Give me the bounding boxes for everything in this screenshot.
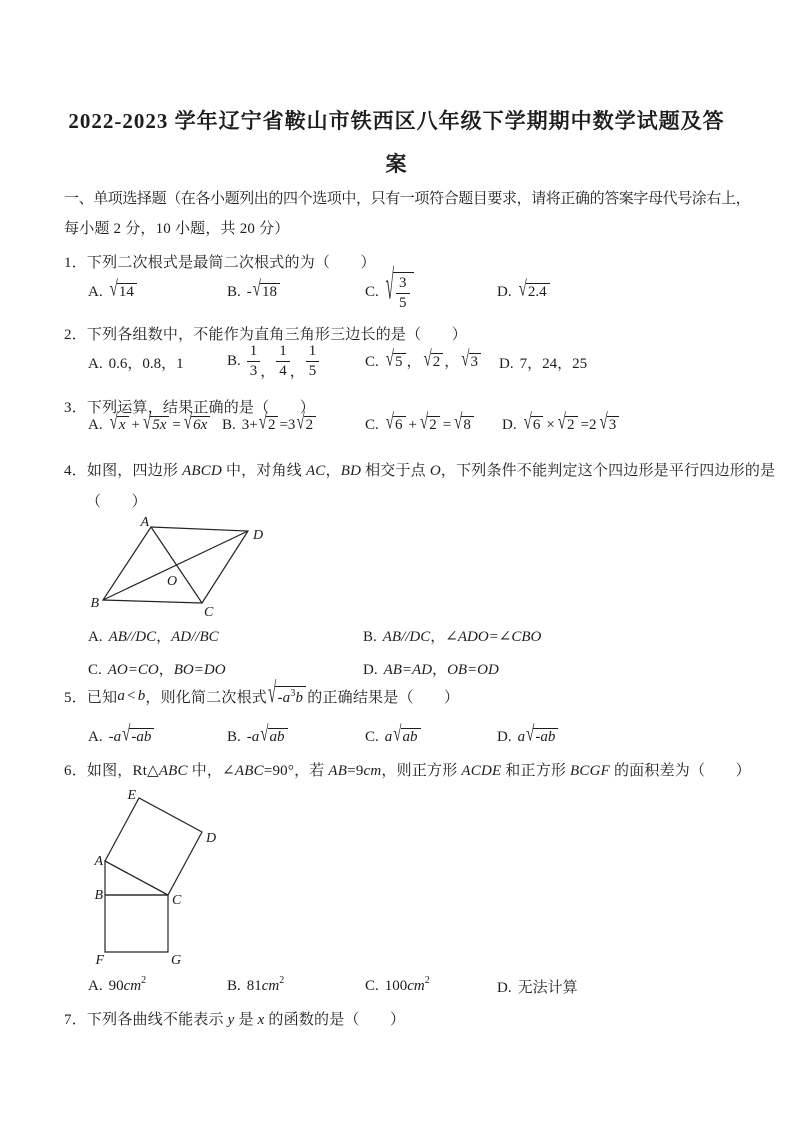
separator: ， — [289, 363, 305, 380]
option-label: D. — [497, 284, 512, 300]
q6-option-a — [88, 976, 146, 995]
radicand: 8 — [461, 416, 474, 434]
math-var: O — [429, 463, 441, 479]
vertex-label-A: A — [94, 854, 103, 869]
stem-text: 相交于点 — [361, 463, 430, 479]
sqrt-expression — [523, 411, 544, 435]
radicand: 3 — [607, 416, 620, 434]
option-label: C. — [88, 662, 102, 678]
option-label: B. — [227, 729, 241, 745]
vertex-label-E: E — [127, 788, 136, 803]
vertex-label-C: C — [204, 605, 214, 620]
math-expression: AB//DC — [108, 629, 157, 645]
math-var: AC — [305, 463, 326, 479]
stem-text: ，则正方形 — [381, 763, 462, 779]
stem-text: 7．下列各曲线不能表示 — [64, 1012, 228, 1028]
term: 3+ — [241, 417, 258, 433]
sqrt-expression — [557, 411, 578, 435]
sqrt-expression — [518, 278, 550, 302]
vertex-label-B: B — [90, 596, 99, 611]
stem-text: ，下列条件不能判定这个四边形是平行四边形的是 — [440, 463, 776, 479]
math-var: b — [137, 688, 146, 704]
coefficient: a — [384, 729, 393, 745]
equals-sign: = — [442, 417, 452, 433]
math-unit: cm — [363, 763, 382, 779]
sqrt-expression — [258, 411, 279, 435]
section1-heading-line2: 每小题 2 分，10 小题，共 20 分） — [64, 221, 290, 237]
stem-text: 5．已知 — [64, 690, 118, 706]
q6-option-d — [497, 976, 578, 997]
radical-sign: √ — [142, 411, 152, 435]
option-label: B. — [227, 978, 241, 994]
stem-text: 6．如图，Rt△ — [64, 763, 159, 779]
vertex-label-D: D — [206, 831, 217, 846]
radical-sign: √ — [423, 348, 432, 372]
radical-sign: √ — [518, 278, 527, 302]
q5-option-d — [497, 723, 559, 747]
option-label: C. — [365, 978, 379, 994]
separator: ， — [158, 662, 174, 678]
doc-title-line1: 2022-2023 学年辽宁省鞍山市铁西区八年级下学期期中数学试题及答 — [68, 109, 725, 133]
radical-sign: √ — [385, 411, 394, 435]
vertex-label-A: A — [140, 515, 149, 530]
fraction-denominator: 5 — [308, 362, 317, 379]
separator: ， — [432, 662, 448, 678]
option-label: C. — [365, 417, 379, 433]
fraction — [247, 342, 261, 381]
option-label: A. — [88, 284, 103, 300]
fraction-numerator: 1 — [306, 342, 320, 362]
stem-text: 的函数的是（ ） — [264, 1012, 406, 1028]
math-expression: AB//DC — [382, 629, 431, 645]
square-BCGF — [105, 895, 168, 952]
sqrt-expression — [252, 278, 280, 302]
radicand: 2 — [427, 416, 440, 434]
sqrt-expression — [385, 411, 406, 435]
square-ACDE — [105, 798, 202, 895]
radicand: 6x — [191, 416, 210, 434]
sqrt-expression — [260, 723, 287, 747]
option-label: C. — [365, 283, 379, 300]
radical-sign: √ — [526, 723, 535, 747]
q6-option-c — [365, 976, 430, 995]
q4-option-d — [363, 658, 499, 679]
option-text: 0.6，0.8，1 — [108, 356, 184, 372]
fraction — [276, 342, 290, 381]
radicand: -ab — [129, 728, 154, 746]
math-var: ACDE — [461, 763, 502, 779]
math-expression: ∠ADO=∠CBO — [445, 629, 542, 645]
value: 81 — [246, 978, 262, 994]
sqrt-expression — [423, 348, 444, 372]
radicand — [275, 686, 306, 707]
fraction-numerator: 1 — [247, 342, 261, 362]
stem-text: ，则化简二次根式 — [145, 690, 267, 706]
stem-text: =9 — [347, 763, 364, 779]
q2-stem: 2．下列各组数中，不能作为直角三角形三边长的是（ ） — [64, 327, 467, 343]
radical-sign: √ — [599, 411, 608, 435]
q2-option-a — [88, 352, 184, 373]
stem-text: 和正方形 — [501, 763, 571, 779]
radicand: 6 — [393, 416, 406, 434]
q3-option-d — [502, 411, 620, 435]
math-var: BD — [340, 463, 362, 479]
q2-option-c — [365, 350, 482, 371]
radicand: 2.4 — [526, 283, 550, 301]
option-label: A. — [88, 356, 103, 372]
option-label: A. — [88, 729, 103, 745]
sqrt-expression — [393, 723, 420, 747]
radical-sign: √ — [109, 278, 118, 302]
q3-option-c — [365, 411, 475, 435]
option-label: D. — [502, 417, 517, 433]
sqrt-expression — [109, 411, 129, 435]
option-label: C. — [365, 729, 379, 745]
q2-option-b — [227, 342, 319, 381]
q2-option-d — [499, 352, 587, 373]
math-expression: BO=DO — [173, 662, 226, 678]
stem-text: 的面积差为（ ） — [610, 763, 751, 779]
math-var: ABC — [158, 763, 188, 779]
radical-sign: √ — [557, 411, 567, 435]
sqrt-expression — [461, 348, 481, 372]
radicand: 2 — [431, 353, 444, 371]
sqrt-expression — [385, 348, 406, 372]
stem-text: =90°，若 — [263, 763, 329, 779]
coefficient: -a — [108, 729, 122, 745]
exponent: 2 — [424, 975, 430, 986]
vertex-label-C: C — [172, 893, 182, 908]
stem-text: 中，对角线 — [222, 463, 306, 479]
radicand: 2 — [565, 416, 578, 434]
sqrt-expression — [109, 278, 137, 302]
radicand: -ab — [533, 728, 558, 746]
radicand: 6 — [531, 416, 544, 434]
measurement — [109, 976, 147, 995]
plus-operator: + — [408, 417, 417, 433]
radical-sign: √ — [252, 278, 261, 302]
math-var: -a — [277, 690, 291, 706]
measurement — [385, 976, 430, 995]
stem-text: 的正确结果是（ ） — [307, 690, 460, 706]
option-label: B. — [222, 417, 236, 433]
radicand: x — [117, 416, 129, 434]
math-var: ABCD — [182, 463, 223, 479]
radicand — [393, 272, 414, 313]
q3-option-a — [88, 411, 211, 435]
times-operator: × — [546, 417, 555, 433]
fraction-denominator: 5 — [399, 294, 407, 311]
q6-option-b — [227, 976, 284, 995]
stem-text: 4．如图，四边形 — [64, 463, 183, 479]
q7-stem — [64, 1008, 405, 1029]
sqrt-expression — [599, 411, 620, 435]
math-var: ABC — [234, 763, 264, 779]
radical-sign: √ — [109, 411, 118, 435]
q5-stem — [64, 678, 460, 710]
radicand: 2 — [304, 416, 317, 434]
option-label: D. — [497, 980, 512, 996]
q4-stem-line2: （ ） — [86, 494, 147, 510]
radical-sign: √ — [454, 411, 463, 435]
radicand: 14 — [117, 283, 137, 301]
vertex-label-B: B — [94, 888, 103, 903]
vertex-label-D: D — [253, 528, 264, 543]
q6-stem — [64, 759, 751, 780]
sqrt-expression — [183, 411, 210, 435]
separator: ， — [444, 354, 460, 370]
radical-sign: √ — [296, 411, 305, 435]
option-label: A. — [88, 629, 103, 645]
q5-option-a — [88, 723, 155, 747]
section1-heading-line1: 一、单项选择题（在各小题列出的四个选项中，只有一项符合题目要求，请将正确的答案字母代号涂右上， — [64, 191, 751, 207]
q1-stem: 1．下列二次根式是最简二次根式的为（ ） — [64, 255, 376, 271]
radical-sign: √ — [268, 678, 277, 710]
q6-figure — [93, 786, 223, 971]
sqrt-expression — [122, 723, 154, 747]
stem-text: 是 — [234, 1012, 258, 1028]
stem-text: ， — [325, 463, 341, 479]
math-expression: AB=AD — [383, 662, 433, 678]
q4-stem-line1 — [64, 459, 775, 480]
doc-title-line2: 案 — [385, 152, 408, 176]
math-var: AB — [328, 763, 348, 779]
sqrt-expression — [419, 411, 440, 435]
sqrt-expression — [385, 265, 414, 313]
q5-option-c — [365, 723, 422, 747]
radical-sign: √ — [393, 723, 402, 747]
radical-sign: √ — [260, 723, 269, 747]
separator: ， — [260, 363, 276, 380]
plus-operator: + — [131, 417, 140, 433]
fraction-denominator: 3 — [249, 362, 258, 379]
equals-sign: =2 — [580, 417, 597, 433]
value: 100 — [384, 978, 408, 994]
coefficient: a — [517, 729, 526, 745]
sqrt-expression — [142, 411, 169, 435]
math-var: a — [117, 688, 126, 704]
radicand: 5x — [150, 416, 169, 434]
option-label: A. — [88, 417, 103, 433]
q5-option-b — [227, 723, 289, 747]
option-label: B. — [227, 352, 241, 369]
option-label: D. — [497, 729, 512, 745]
fraction-denominator: 4 — [279, 362, 287, 379]
q1-option-d — [497, 278, 551, 302]
separator: ， — [406, 354, 422, 370]
radical-sign: √ — [122, 723, 131, 747]
q4-figure — [85, 514, 270, 626]
unit: cm — [123, 978, 142, 994]
fraction-numerator: 1 — [276, 342, 290, 362]
fraction — [396, 274, 410, 313]
math-expression: OB=OD — [447, 662, 499, 678]
fraction — [306, 342, 320, 381]
q3-stem: 3．下列运算，结果正确的是（ ） — [64, 400, 315, 416]
radical-sign: √ — [258, 411, 267, 435]
stem-text: 中，∠ — [187, 763, 235, 779]
option-label: C. — [365, 354, 379, 370]
q1-option-a — [88, 278, 138, 302]
radicand: 3 — [469, 353, 482, 371]
unit: cm — [407, 978, 425, 994]
equals-sign: = — [172, 417, 181, 433]
coefficient: -a — [246, 729, 260, 745]
unit: cm — [261, 978, 280, 994]
radicand: 2 — [266, 416, 279, 434]
q3-option-b — [222, 411, 317, 435]
radical-sign: √ — [461, 348, 470, 372]
radicand: ab — [268, 728, 288, 746]
q4-option-b — [363, 625, 541, 646]
less-than-sign: < — [127, 688, 136, 704]
radical-sign: √ — [523, 411, 532, 435]
sqrt-expression — [526, 723, 558, 747]
exponent: 2 — [279, 975, 285, 986]
exponent: 2 — [141, 975, 147, 986]
fraction-numerator: 3 — [396, 274, 410, 294]
math-var: y — [227, 1012, 235, 1028]
q1-option-b — [227, 278, 281, 302]
option-text: 7，24，25 — [519, 356, 588, 372]
minus-sign: - — [246, 284, 252, 300]
point-label-O: O — [167, 574, 178, 589]
separator: ， — [430, 629, 446, 645]
sqrt-expression — [454, 411, 474, 435]
radical-sign: √ — [385, 348, 394, 372]
radicand: 18 — [260, 283, 280, 301]
vertex-label-G: G — [171, 953, 182, 968]
option-label: B. — [227, 284, 241, 300]
math-var: x — [257, 1012, 265, 1028]
math-var: b — [295, 690, 304, 706]
q4-option-a — [88, 625, 219, 646]
radicand: 5 — [393, 353, 406, 371]
math-var: BCGF — [570, 763, 611, 779]
option-label: D. — [363, 662, 378, 678]
radical-sign: √ — [183, 411, 193, 435]
separator: ， — [156, 629, 172, 645]
option-label: D. — [499, 356, 514, 372]
option-label: B. — [363, 629, 377, 645]
term: =3 — [279, 417, 296, 433]
radicand: ab — [401, 728, 421, 746]
q4-option-c — [88, 658, 226, 679]
exponent: 3 — [290, 688, 296, 699]
radical-sign: √ — [419, 411, 429, 435]
math-expression: AO=CO — [107, 662, 159, 678]
sqrt-expression — [296, 411, 316, 435]
sqrt-expression — [268, 678, 306, 710]
radical-sign: √ — [385, 265, 394, 310]
option-label: A. — [88, 978, 103, 994]
vertex-label-F: F — [95, 953, 104, 968]
value: 90 — [108, 978, 124, 994]
math-expression: AD//BC — [171, 629, 219, 645]
q1-option-c — [365, 265, 415, 313]
option-text: 无法计算 — [517, 980, 578, 996]
measurement — [247, 976, 285, 995]
